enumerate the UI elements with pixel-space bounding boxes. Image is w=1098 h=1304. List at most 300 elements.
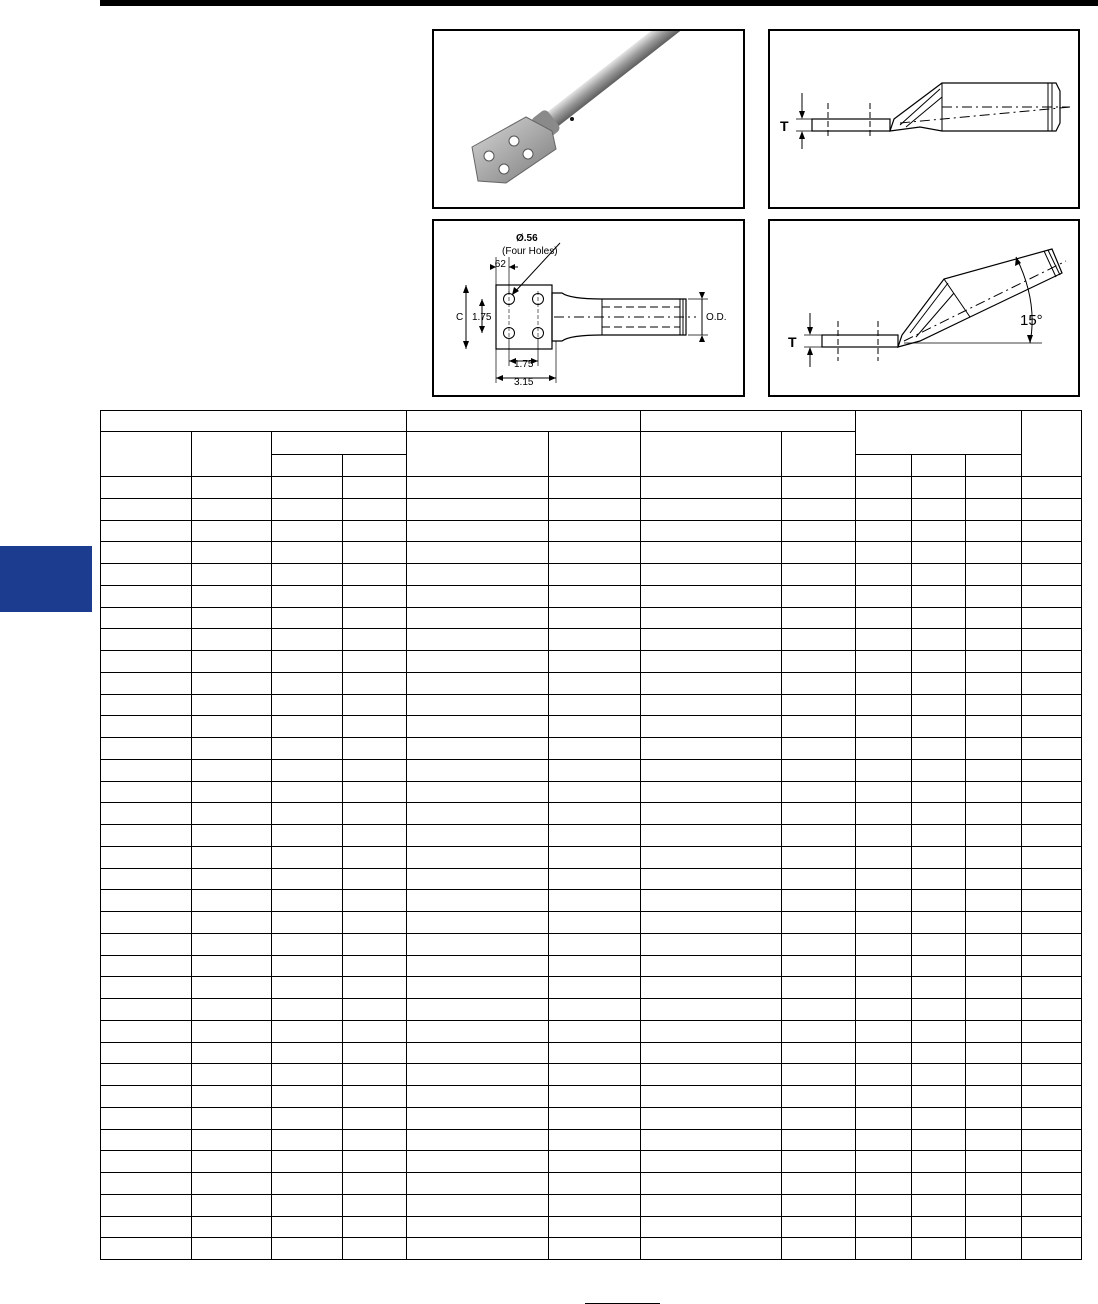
table-cell [343, 825, 407, 847]
table-cell [782, 1086, 856, 1108]
table-cell [782, 520, 856, 542]
table-cell [549, 1042, 641, 1064]
table-cell [1022, 1107, 1082, 1129]
table-cell [549, 759, 641, 781]
table-cell [407, 1173, 549, 1195]
table-cell [912, 520, 966, 542]
table-cell [192, 585, 272, 607]
table-cell [192, 955, 272, 977]
table-cell [407, 716, 549, 738]
table-cell [101, 1107, 192, 1129]
section-tab [0, 546, 92, 612]
table-cell [641, 629, 782, 651]
table-cell [101, 999, 192, 1021]
table-cell [272, 607, 343, 629]
table-cell [912, 1129, 966, 1151]
table-row [101, 1107, 1082, 1129]
table-cell [856, 1194, 912, 1216]
table-cell [407, 1151, 549, 1173]
table-cell [1022, 694, 1082, 716]
table-cell [1022, 846, 1082, 868]
table-cell [856, 759, 912, 781]
table-cell [1022, 1238, 1082, 1260]
table-cell [343, 868, 407, 890]
table-cell [343, 1151, 407, 1173]
table-row [101, 585, 1082, 607]
table-cell [101, 1064, 192, 1086]
table-cell [272, 498, 343, 520]
table-cell [407, 1107, 549, 1129]
table-cell [343, 1107, 407, 1129]
table-cell [782, 738, 856, 760]
angle-label: 15° [1020, 312, 1043, 329]
top-view-drawing [434, 221, 743, 395]
table-cell [641, 607, 782, 629]
table-cell [966, 1107, 1022, 1129]
table-cell [407, 1020, 549, 1042]
table-cell [343, 716, 407, 738]
table-cell [343, 585, 407, 607]
table-cell [272, 846, 343, 868]
table-cell [641, 1129, 782, 1151]
table-cell [782, 564, 856, 586]
table-cell [1022, 1064, 1082, 1086]
table-row [101, 999, 1082, 1021]
table-cell [782, 1129, 856, 1151]
table-cell [966, 672, 1022, 694]
table-cell [549, 890, 641, 912]
table-cell [343, 694, 407, 716]
table-cell [549, 672, 641, 694]
table-cell [912, 672, 966, 694]
table-row [101, 477, 1082, 499]
table-cell [192, 477, 272, 499]
table-cell [549, 1151, 641, 1173]
table-cell [912, 999, 966, 1021]
table-cell [343, 803, 407, 825]
table-cell [856, 977, 912, 999]
table-cell [343, 564, 407, 586]
table-cell [1022, 520, 1082, 542]
table-cell [912, 1020, 966, 1042]
table-cell [101, 781, 192, 803]
table-cell [549, 585, 641, 607]
table-cell [192, 846, 272, 868]
table-row [101, 977, 1082, 999]
table-cell [549, 999, 641, 1021]
table-cell [272, 694, 343, 716]
table-cell [272, 1064, 343, 1086]
hole-diameter-label: Ø.56 [516, 233, 538, 244]
table-cell [343, 1216, 407, 1238]
table-cell [343, 933, 407, 955]
table-cell [966, 999, 1022, 1021]
table-cell [272, 629, 343, 651]
table-cell [856, 738, 912, 760]
table-cell [407, 629, 549, 651]
table-cell [192, 1020, 272, 1042]
table-cell [641, 585, 782, 607]
table-row [101, 1238, 1082, 1260]
table-cell [343, 955, 407, 977]
table-cell [343, 1238, 407, 1260]
table-cell [343, 520, 407, 542]
table-cell [272, 1129, 343, 1151]
table-cell [782, 1216, 856, 1238]
table-cell [856, 1042, 912, 1064]
table-cell [101, 977, 192, 999]
table-cell [101, 912, 192, 934]
table-cell [101, 738, 192, 760]
table-cell [272, 716, 343, 738]
table-cell [856, 1064, 912, 1086]
table-cell [407, 933, 549, 955]
table-cell [641, 1086, 782, 1108]
table-cell [272, 1151, 343, 1173]
table-cell [966, 1216, 1022, 1238]
table-cell [272, 868, 343, 890]
table-row [101, 803, 1082, 825]
table-cell [407, 1086, 549, 1108]
table-cell [856, 912, 912, 934]
table-cell [782, 1151, 856, 1173]
table-cell [641, 1151, 782, 1173]
table-cell [782, 846, 856, 868]
table-cell [549, 977, 641, 999]
table-cell [782, 933, 856, 955]
lug-photo [434, 31, 743, 207]
table-cell [641, 1107, 782, 1129]
table-cell [101, 542, 192, 564]
table-cell [272, 825, 343, 847]
table-cell [343, 1064, 407, 1086]
table-cell [192, 542, 272, 564]
table-cell [101, 868, 192, 890]
table-cell [272, 1107, 343, 1129]
table-row [101, 846, 1082, 868]
table-cell [192, 1151, 272, 1173]
table-cell [1022, 1020, 1082, 1042]
table-cell [407, 477, 549, 499]
table-cell [1022, 1151, 1082, 1173]
table-cell [782, 759, 856, 781]
table-cell [343, 542, 407, 564]
thickness-label: T [780, 118, 789, 134]
table-cell [101, 933, 192, 955]
table-cell [1022, 955, 1082, 977]
table-cell [549, 520, 641, 542]
table-cell [966, 738, 1022, 760]
table-cell [192, 781, 272, 803]
table-cell [272, 477, 343, 499]
table-cell [101, 564, 192, 586]
table-cell [343, 781, 407, 803]
table-cell [1022, 672, 1082, 694]
table-cell [966, 868, 1022, 890]
table-cell [966, 629, 1022, 651]
table-cell [343, 629, 407, 651]
table-cell [549, 716, 641, 738]
table-cell [1022, 716, 1082, 738]
table-cell [912, 629, 966, 651]
table-cell [966, 1194, 1022, 1216]
table-cell [407, 1064, 549, 1086]
table-cell [912, 1194, 966, 1216]
table-row [101, 759, 1082, 781]
table-cell [912, 585, 966, 607]
table-cell [856, 651, 912, 673]
table-cell [1022, 542, 1082, 564]
table-cell [549, 542, 641, 564]
table-cell [782, 498, 856, 520]
table-cell [966, 1151, 1022, 1173]
table-cell [641, 977, 782, 999]
table-row [101, 912, 1082, 934]
table-cell [549, 1107, 641, 1129]
table-cell [192, 1238, 272, 1260]
table-cell [343, 890, 407, 912]
table-cell [912, 825, 966, 847]
table-cell [1022, 933, 1082, 955]
table-cell [549, 651, 641, 673]
table-cell [549, 846, 641, 868]
table-cell [343, 498, 407, 520]
table-cell [912, 759, 966, 781]
table-cell [272, 738, 343, 760]
angled-view-panel [768, 219, 1080, 397]
table-cell [101, 1020, 192, 1042]
table-cell [101, 1238, 192, 1260]
table-cell [912, 977, 966, 999]
table-cell [966, 520, 1022, 542]
table-row [101, 1194, 1082, 1216]
table-cell [912, 1216, 966, 1238]
table-cell [966, 1086, 1022, 1108]
table-cell [407, 955, 549, 977]
table-cell [192, 803, 272, 825]
table-cell [343, 607, 407, 629]
table-cell [782, 585, 856, 607]
table-cell [856, 1086, 912, 1108]
table-cell [966, 542, 1022, 564]
table-cell [272, 542, 343, 564]
table-cell [641, 1173, 782, 1195]
table-cell [782, 868, 856, 890]
table-cell [101, 672, 192, 694]
table-cell [549, 1173, 641, 1195]
table-row [101, 520, 1082, 542]
table-cell [1022, 498, 1082, 520]
table-cell [782, 781, 856, 803]
table-cell [407, 672, 549, 694]
table-cell [856, 1129, 912, 1151]
table-cell [192, 1173, 272, 1195]
table-cell [549, 955, 641, 977]
table-cell [101, 651, 192, 673]
table-cell [1022, 477, 1082, 499]
hole-note-label: (Four Holes) [502, 246, 558, 257]
table-cell [1022, 912, 1082, 934]
table-cell [782, 629, 856, 651]
table-cell [782, 1194, 856, 1216]
table-cell [272, 977, 343, 999]
table-cell [856, 607, 912, 629]
table-row [101, 1086, 1082, 1108]
table-cell [856, 999, 912, 1021]
table-cell [966, 933, 1022, 955]
table-cell [192, 498, 272, 520]
table-cell [549, 477, 641, 499]
table-cell [641, 738, 782, 760]
table-cell [782, 803, 856, 825]
tongue-length-label: 3.15 [514, 377, 534, 388]
table-cell [1022, 1216, 1082, 1238]
table-cell [343, 651, 407, 673]
table-cell [912, 868, 966, 890]
table-cell [912, 1107, 966, 1129]
table-cell [192, 1216, 272, 1238]
table-cell [641, 759, 782, 781]
table-row [101, 1064, 1082, 1086]
table-cell [856, 1151, 912, 1173]
table-cell [101, 1042, 192, 1064]
table-cell [549, 498, 641, 520]
table-cell [192, 520, 272, 542]
table-cell [407, 607, 549, 629]
table-cell [549, 1216, 641, 1238]
table-cell [407, 1238, 549, 1260]
table-cell [966, 759, 1022, 781]
table-cell [407, 803, 549, 825]
table-row [101, 672, 1082, 694]
table-cell [272, 933, 343, 955]
table-row [101, 955, 1082, 977]
table-cell [912, 564, 966, 586]
table-cell [856, 1238, 912, 1260]
table-cell [856, 781, 912, 803]
table-cell [856, 585, 912, 607]
table-cell [343, 1020, 407, 1042]
table-cell [343, 1129, 407, 1151]
table-cell [782, 999, 856, 1021]
table-cell [912, 890, 966, 912]
table-cell [782, 1064, 856, 1086]
table-cell [856, 955, 912, 977]
table-cell [1022, 1129, 1082, 1151]
table-cell [966, 651, 1022, 673]
edge-distance-label: .62 [492, 259, 506, 270]
table-cell [782, 955, 856, 977]
table-cell [101, 477, 192, 499]
table-cell [966, 477, 1022, 499]
table-cell [407, 738, 549, 760]
table-cell [856, 1173, 912, 1195]
table-cell [641, 912, 782, 934]
table-cell [782, 1107, 856, 1129]
table-cell [912, 738, 966, 760]
table-cell [641, 1020, 782, 1042]
table-cell [966, 825, 1022, 847]
table-cell [101, 629, 192, 651]
table-cell [192, 912, 272, 934]
table-cell [1022, 564, 1082, 586]
table-cell [641, 1194, 782, 1216]
table-cell [272, 999, 343, 1021]
table-cell [407, 651, 549, 673]
table-cell [272, 672, 343, 694]
width-letter-label: C [456, 312, 464, 323]
table-cell [912, 477, 966, 499]
table-cell [343, 1042, 407, 1064]
table-cell [856, 868, 912, 890]
table-cell [101, 803, 192, 825]
table-cell [641, 672, 782, 694]
table-cell [192, 1042, 272, 1064]
table-cell [856, 846, 912, 868]
side-view-panel [768, 29, 1080, 209]
table-cell [407, 542, 549, 564]
table-cell [912, 846, 966, 868]
table-cell [912, 498, 966, 520]
table-cell [641, 1216, 782, 1238]
table-row [101, 629, 1082, 651]
table-cell [856, 542, 912, 564]
table-cell [101, 1129, 192, 1151]
table-cell [101, 955, 192, 977]
table-cell [641, 694, 782, 716]
table-cell [407, 1129, 549, 1151]
table-cell [272, 1238, 343, 1260]
table-cell [407, 1042, 549, 1064]
table-cell [966, 1042, 1022, 1064]
table-cell [782, 1238, 856, 1260]
table-cell [966, 607, 1022, 629]
table-cell [407, 825, 549, 847]
table-cell [192, 868, 272, 890]
table-cell [966, 781, 1022, 803]
table-cell [966, 846, 1022, 868]
table-cell [407, 498, 549, 520]
table-cell [101, 585, 192, 607]
table-cell [912, 781, 966, 803]
top-view-panel [432, 219, 745, 397]
table-cell [1022, 1194, 1082, 1216]
table-cell [272, 759, 343, 781]
table-cell [641, 1238, 782, 1260]
table-cell [101, 1194, 192, 1216]
table-cell [856, 477, 912, 499]
table-cell [407, 977, 549, 999]
table-cell [343, 672, 407, 694]
table-cell [549, 933, 641, 955]
table-row [101, 1151, 1082, 1173]
table-cell [912, 912, 966, 934]
table-cell [856, 520, 912, 542]
table-cell [912, 542, 966, 564]
angled-view-drawing [770, 221, 1078, 395]
table-cell [782, 694, 856, 716]
table-cell [192, 716, 272, 738]
table-cell [192, 1064, 272, 1086]
table-cell [549, 1194, 641, 1216]
table-cell [966, 1020, 1022, 1042]
table-cell [782, 1173, 856, 1195]
table-cell [782, 977, 856, 999]
table-cell [549, 1129, 641, 1151]
table-cell [272, 651, 343, 673]
table-cell [856, 498, 912, 520]
table-cell [549, 738, 641, 760]
